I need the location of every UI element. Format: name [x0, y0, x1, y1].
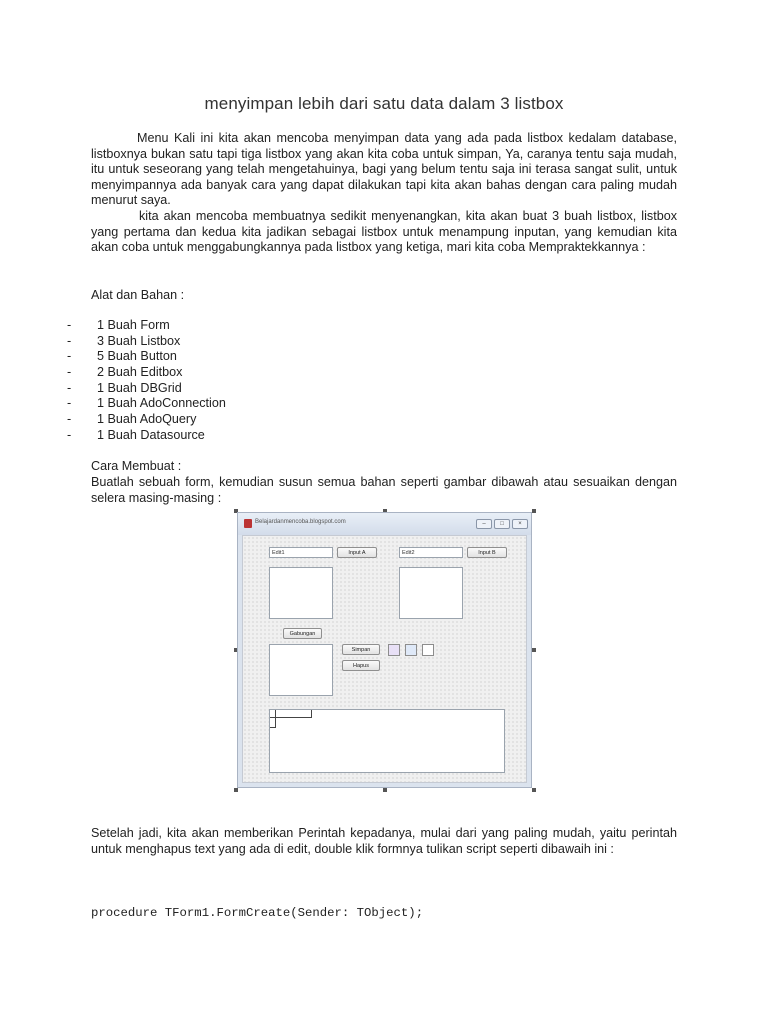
page-title: menyimpan lebih dari satu data dalam 3 listbox — [204, 94, 564, 113]
edit2-field[interactable]: Edit2 — [399, 547, 463, 558]
list-item-text: 1 Buah AdoConnection — [97, 396, 226, 411]
list-item-text: 3 Buah Listbox — [97, 333, 181, 348]
list-item-text: 1 Buah AdoQuery — [97, 412, 197, 427]
edit1-field[interactable]: Edit1 — [269, 547, 333, 558]
list-item-text: 1 Buah Datasource — [97, 427, 205, 442]
window-title: Belajardanmencoba.blogspot.com — [255, 519, 346, 525]
listbox-3[interactable] — [269, 644, 333, 696]
intro-paragraph-text: Menu Kali ini kita akan mencoba menyimpan data yang ada pada listbox kedalam database, listboxnya bukan satu tapi tiga listbox yang akan kita coba untuk simpan, Ya, caranya tentu saja mudah, itu untuk seseorang yang telah mengetahuinya, bagi yang belum tentu saja ini terasa sangat sulit, untuk menyimpannya ada banyak cara yang dapat dilakukan tapi kita akan bahas dengan cara paling mudah menurut saya. — [91, 131, 677, 208]
input-b-button[interactable]: Input B — [467, 547, 507, 558]
list-item-text: 1 Buah DBGrid — [97, 380, 182, 395]
bullet-marker: - — [67, 396, 72, 411]
ado-connection-icon[interactable] — [388, 644, 400, 656]
intro-paragraph — [91, 131, 677, 209]
list-item-text: 2 Buah Editbox — [97, 365, 183, 380]
third-paragraph: Setelah jadi, kita akan memberikan Perintah kepadanya, mulai dari yang paling mudah, yaitu perintah untuk menghapus text yang ada di edit, double klik formnya tulikan script seperti dibawaih ini : — [91, 826, 677, 856]
code-snippet: procedure TForm1.FormCreate(Sender: TObject); — [91, 906, 424, 920]
input-a-button[interactable]: Input A — [337, 547, 377, 558]
resize-handle — [532, 509, 536, 513]
list-item-text: 1 Buah Form — [97, 318, 170, 332]
list-item-text: 5 Buah Button — [97, 349, 177, 364]
listbox-1[interactable] — [269, 567, 333, 619]
second-paragraph — [91, 209, 677, 256]
resize-handle — [234, 788, 238, 792]
gabungan-button[interactable]: Gabungan — [283, 628, 322, 639]
steps-heading: Cara Membuat : — [91, 459, 182, 473]
bullet-marker: - — [67, 380, 72, 395]
resize-handle — [532, 788, 536, 792]
bullet-marker: - — [67, 427, 72, 442]
form-window — [237, 512, 532, 788]
close-button[interactable]: × — [512, 519, 528, 529]
form-client-area — [242, 535, 527, 783]
bullet-marker: - — [67, 333, 72, 348]
ado-query-icon[interactable] — [405, 644, 417, 656]
hapus-button[interactable]: Hapus — [342, 660, 380, 671]
tools-heading: Alat dan Bahan : — [91, 288, 185, 302]
listbox-2[interactable] — [399, 567, 463, 619]
bullet-marker: - — [67, 365, 72, 380]
simpan-button[interactable]: Simpan — [342, 644, 380, 655]
grid-header-cell — [276, 710, 312, 718]
bullet-marker: - — [67, 318, 72, 332]
form-designer-figure — [234, 509, 536, 792]
window-titlebar — [238, 513, 531, 535]
minimize-button[interactable]: – — [476, 519, 492, 529]
dbgrid[interactable] — [269, 709, 505, 773]
second-paragraph-text: kita akan mencoba membuatnya sedikit menyenangkan, kita akan buat 3 buah listbox, listbox yang pertama dan kedua kita jadikan sebagai listbox untuk menampung inputan, yang kemudian kita akan coba untuk menggabungkannya pada listbox yang ketiga, mari kita coba Mempraktekkannya : — [91, 209, 677, 255]
resize-handle — [532, 648, 536, 652]
bullet-marker: - — [67, 349, 72, 364]
steps-paragraph: Buatlah sebuah form, kemudian susun semua bahan seperti gambar dibawah atau sesuaikan dengan selera masing-masing : — [91, 475, 677, 505]
bullet-marker: - — [67, 412, 72, 427]
app-icon — [244, 519, 252, 528]
datasource-icon[interactable] — [422, 644, 434, 656]
resize-handle — [383, 788, 387, 792]
maximize-button[interactable]: □ — [494, 519, 510, 529]
grid-indicator-cell — [270, 718, 276, 728]
